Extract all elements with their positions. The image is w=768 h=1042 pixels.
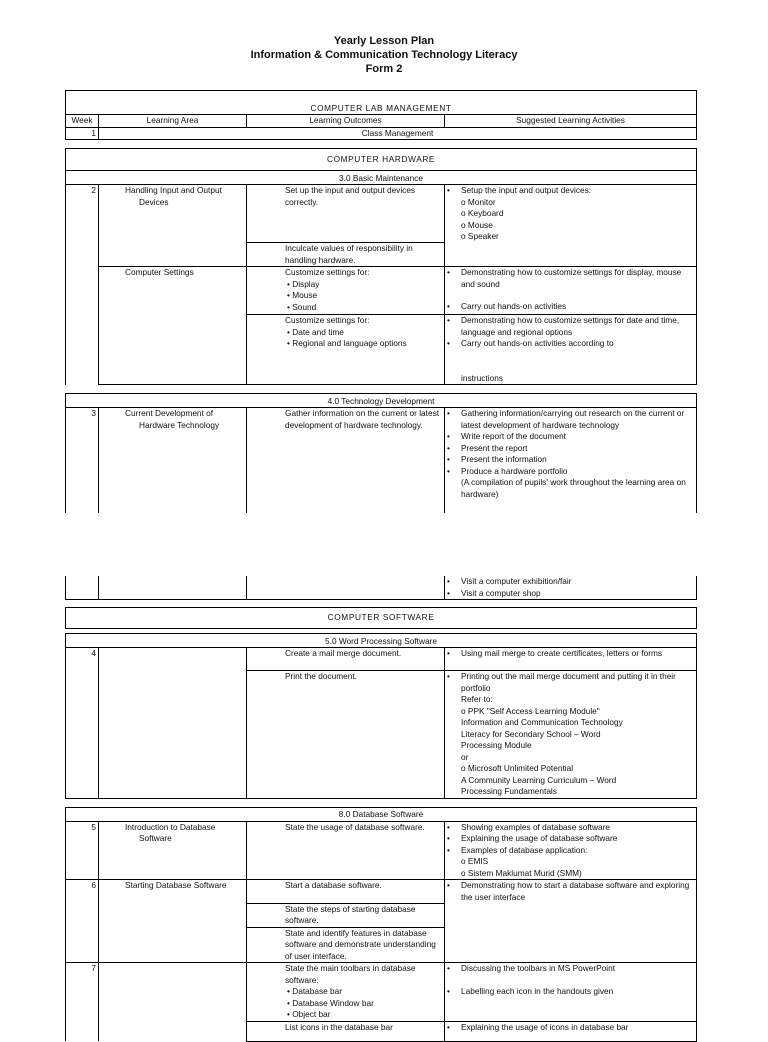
week-cell: 1 (66, 127, 99, 140)
activity-4-1-1: • Gathering information/carrying out research on the current or latest development of hardware technology • Write report of the document • Present the report • Present the information • Produce a hardware portfolio (A compilation of pupils' work throughout the learning area on hardware) (445, 408, 697, 513)
column-header-week: Week (66, 115, 99, 128)
subsection-database-software: 8.0 Database Software (66, 807, 697, 821)
activity-3-1-1: • Setup the input and output devices: o Monitor o Keyboard o Mouse o Speaker (445, 185, 697, 243)
document-title: Yearly Lesson Plan (333, 35, 435, 47)
class-management: Class Management (99, 127, 697, 140)
outcome-5-5-2: Create a mail merge document. (247, 648, 445, 671)
subsection-basic-maintenance: 3.0 Basic Maintenance (66, 171, 697, 185)
activity-8-2-1: • Demonstrating how to start a database software and exploring the user interface (445, 880, 697, 904)
learning-area-3-1: Handling Input and Output Devices (99, 185, 247, 243)
week-cell: 6 (66, 880, 99, 904)
week-cell: 5 (66, 821, 99, 880)
subsection-technology-development: 4.0 Technology Development (66, 394, 697, 408)
outcome-3-1-2: Inculcate values of responsibility in handling hardware. (247, 243, 445, 267)
lesson-plan-table-page1 (65, 90, 697, 513)
outcome-3-1-1: Set up the input and output devices correctly. (247, 185, 445, 243)
section-heading-software: COMPUTER SOFTWARE (66, 608, 697, 629)
outcome-3-2-1: Customize settings for: • Display • Mouse • Sound (247, 267, 445, 315)
section-heading-hardware: COMPUTER HARDWARE (66, 149, 697, 171)
section-heading-lab: COMPUTER LAB MANAGEMENT (66, 91, 697, 115)
week-cell: 7 (66, 963, 99, 1022)
outcome-8-2-1: Start a database software. (247, 880, 445, 904)
activity-8-1-1: • Showing examples of database software • Explaining the usage of database software • Examples of database application: o EMIS o Sistem Maklumat Murid (SMM) (445, 821, 697, 880)
outcome-8-2-3: State and identify features in database software and demonstrate understanding of user interface. (247, 927, 445, 963)
learning-area-8-2: Starting Database Software (99, 880, 247, 904)
week-cell: 4 (66, 648, 99, 671)
learning-area-3-2: Computer Settings (99, 267, 247, 315)
activity-continued: • Visit a computer exhibition/fair • Visit a computer shop (445, 576, 697, 600)
learning-area-8-1: Introduction to Database Software (99, 821, 247, 880)
outcome-8-1-1: State the usage of database software. (247, 821, 445, 880)
outcome-4-1-1: Gather information on the current or latest development of hardware technology. (247, 408, 445, 513)
document-subtitle: Information & Communication Technology Literacy (250, 49, 518, 61)
outcome-8-2-5: List icons in the database bar (247, 1021, 445, 1041)
activity-3-2-2: • Demonstrating how to customize settings for date and time, language and regional options • Carry out hands-on activities according to instructions (445, 315, 697, 385)
document-header (0, 34, 768, 76)
activity-8-2-4: • Discussing the toolbars in MS PowerPoint • Labelling each icon in the handouts given (445, 963, 697, 1022)
outcome-3-2-2: Customize settings for: • Date and time • Regional and language options (247, 315, 445, 385)
subsection-word-processing: 5.0 Word Processing Software (66, 634, 697, 648)
outcome-8-2-2: State the steps of starting database software. (247, 903, 445, 927)
activity-5-5-3: • Printing out the mail merge document and putting it in their portfolio Refer to: o PPK "Self Access Learning Module" Information and Communication Technology Literacy for Secondary School – Word Processing Module or o Microsoft Unlimited Potential A Community Learning Curriculum – Word Processing Fundamentals (445, 671, 697, 799)
activity-5-5-2: • Using mail merge to create certificates, letters or forms (445, 648, 697, 671)
document-form: Form 2 (365, 63, 403, 75)
week-cell: 3 (66, 408, 99, 513)
lesson-plan-table-page2 (65, 576, 697, 1042)
column-header-outcomes: Learning Outcomes (247, 115, 445, 128)
outcome-8-2-4: State the main toolbars in database software: • Database bar • Database Window bar • Object bar (247, 963, 445, 1022)
learning-area-4-1: Current Development of Hardware Technology (99, 408, 247, 513)
week-cell: 2 (66, 185, 99, 243)
column-header-activities: Suggested Learning Activities (445, 115, 697, 128)
activity-3-2-1: • Demonstrating how to customize settings for display, mouse and sound • Carry out hands-on activities (445, 267, 697, 315)
activity-8-2-5: • Explaining the usage of icons in database bar (445, 1021, 697, 1041)
column-header-area: Learning Area (99, 115, 247, 128)
outcome-5-5-3: Print the document. (247, 671, 445, 799)
